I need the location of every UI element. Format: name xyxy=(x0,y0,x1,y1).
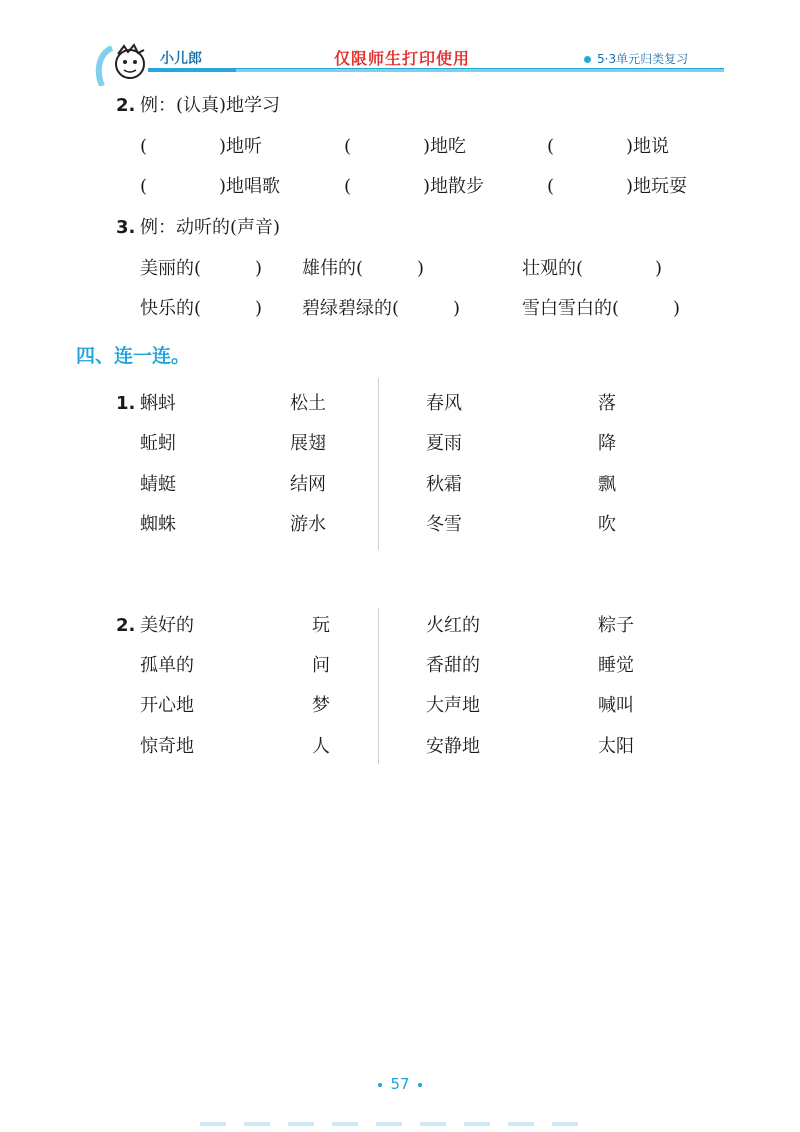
match-item[interactable]: 孤单的 xyxy=(140,655,194,676)
match-item[interactable]: 降 xyxy=(598,433,616,454)
match-item[interactable]: 人 xyxy=(312,736,330,757)
match-item[interactable]: 大声地 xyxy=(426,695,480,716)
column-divider xyxy=(378,378,379,550)
match-item[interactable]: 飘 xyxy=(598,474,616,495)
match-item[interactable]: 问 xyxy=(312,655,330,676)
match-item[interactable]: 安静地 xyxy=(426,736,480,757)
match2-number: 2. xyxy=(116,615,136,636)
footer-decoration xyxy=(200,1122,580,1126)
match-item[interactable]: 展翅 xyxy=(290,433,326,454)
match-item[interactable]: 香甜的 xyxy=(426,655,480,676)
q3-number: 3. xyxy=(116,217,136,238)
match-item[interactable]: 玩 xyxy=(312,615,330,636)
match-item[interactable]: 太阳 xyxy=(598,736,634,757)
print-notice: 仅限师生打印使用 xyxy=(334,49,471,68)
match-item[interactable]: 秋霜 xyxy=(426,474,462,495)
q2-blank: ( )地散步 xyxy=(344,176,485,197)
q3-blank: 美丽的( ) xyxy=(140,258,263,279)
q2-blank: ( )地说 xyxy=(547,136,670,157)
match-item[interactable]: 睡觉 xyxy=(598,655,634,676)
bullet-icon xyxy=(584,56,591,63)
dot-icon xyxy=(378,1083,382,1087)
match-item[interactable]: 火红的 xyxy=(426,615,480,636)
match-item[interactable]: 吹 xyxy=(598,514,616,535)
q2-example: 例：(认真)地学习 xyxy=(140,95,281,116)
match-item[interactable]: 结网 xyxy=(290,474,326,495)
mascot-logo-icon xyxy=(94,42,152,86)
header-rule-light xyxy=(236,69,724,72)
match-item[interactable]: 蝌蚪 xyxy=(140,393,176,414)
match-item[interactable]: 松土 xyxy=(290,393,326,414)
section-heading: 四、连一连。 xyxy=(76,345,191,367)
q3-blank: 快乐的( ) xyxy=(140,298,263,319)
q2-blank: ( )地听 xyxy=(140,136,263,157)
match-item[interactable]: 美好的 xyxy=(140,615,194,636)
match-item[interactable]: 游水 xyxy=(290,514,326,535)
section-title xyxy=(584,50,688,67)
match-item[interactable]: 喊叫 xyxy=(598,695,634,716)
page-number xyxy=(0,1075,800,1093)
q3-blank: 雪白雪白的( ) xyxy=(522,298,681,319)
match-item[interactable]: 冬雪 xyxy=(426,514,462,535)
match1-number: 1. xyxy=(116,393,136,414)
match-item[interactable]: 蜻蜓 xyxy=(140,474,176,495)
match-item[interactable]: 梦 xyxy=(312,695,330,716)
column-divider xyxy=(378,608,379,764)
section-title-text: 5·3单元归类复习 xyxy=(597,52,689,66)
match-item[interactable]: 开心地 xyxy=(140,695,194,716)
brand-name: 小儿郎 xyxy=(160,51,202,67)
page-header xyxy=(0,40,800,86)
match-item[interactable]: 蚯蚓 xyxy=(140,433,176,454)
q2-blank: ( )地玩耍 xyxy=(547,176,688,197)
q3-blank: 壮观的( ) xyxy=(522,258,663,279)
q2-blank: ( )地吃 xyxy=(344,136,467,157)
match-item[interactable]: 粽子 xyxy=(598,615,634,636)
page-number-text: 57 xyxy=(390,1075,410,1093)
q2-blank: ( )地唱歌 xyxy=(140,176,281,197)
match-item[interactable]: 春风 xyxy=(426,393,462,414)
match-item[interactable]: 夏雨 xyxy=(426,433,462,454)
match-item[interactable]: 蜘蛛 xyxy=(140,514,176,535)
dot-icon xyxy=(418,1083,422,1087)
match-item[interactable]: 落 xyxy=(598,393,616,414)
q3-example: 例：动听的(声音) xyxy=(140,217,281,238)
match-item[interactable]: 惊奇地 xyxy=(140,736,194,757)
q2-number: 2. xyxy=(116,95,136,116)
q3-blank: 碧绿碧绿的( ) xyxy=(302,298,461,319)
q3-blank: 雄伟的( ) xyxy=(302,258,425,279)
